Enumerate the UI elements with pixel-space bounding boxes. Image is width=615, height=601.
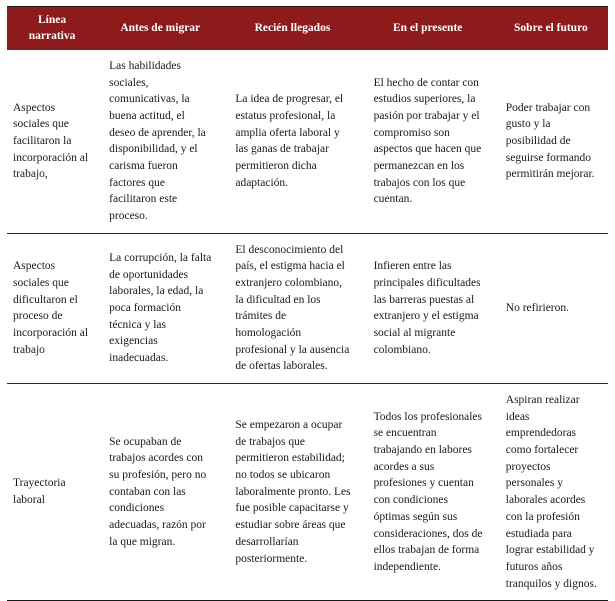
row-label: Aspectos sociales que facilitaron la incorporación al trabajo, (13, 101, 89, 181)
table-cell: La idea de progresar, el estatus profesional, la amplia oferta laboral y las ganas de trabajar permitieron dicha adaptación. (235, 93, 344, 189)
table-cell: Poder trabajar con gusto y la posibilidad de seguirse formando permitirán mejorar. (505, 101, 595, 181)
header-cell-en-el-presente: En el presente (362, 7, 494, 51)
header-cell-linea-narrativa: Línea narrativa (7, 7, 97, 51)
table-cell: Aspiran realizar ideas emprendedoras como fortalecer proyectos personales y laborales acordes con la profesión estudiada para lograr estabilidad y futuros años tranquilos y dignos. (505, 394, 597, 590)
table-header-row (7, 7, 608, 51)
table-row (7, 50, 608, 233)
table-cell: El hecho de contar con estudios superiores, la pasión por trabajar y el compromiso son aspectos que hacen que permanezcan en los trabajos con los que cuentan. (373, 76, 482, 206)
table-cell: Todos los profesionales se encuentran trabajando en labores acordes a sus profesiones y cuentan con condiciones óptimas según sus consideraciones, dos de ellos trabajan de forma independiente. (373, 410, 483, 573)
row-label: Trayectoria laboral (13, 477, 66, 507)
table-cell: Se ocupaban de trabajos acordes con su profesión, pero no contaban con las condiciones adecuadas, razón por la que migran. (109, 435, 207, 548)
table-row (7, 233, 608, 383)
header-cell-sobre-el-futuro: Sobre el futuro (494, 7, 608, 51)
table-cell: Infieren entre las principales dificultades las barreras puestas al extranjero y el estigma social al migrante colombiano. (373, 260, 481, 356)
table-cell: No refirieron. (505, 302, 570, 315)
table-cell: Las habilidades sociales, comunicativas, la buena actitud, el deseo de aprender, la disponibilidad, y el carisma fueron factores que facilitaron este proceso. (109, 60, 206, 223)
narrative-lines-table (7, 6, 608, 601)
row-label: Aspectos sociales que dificultaron el proceso de incorporación al trabajo (13, 260, 89, 356)
table-cell: La corrupción, la falta de oportunidades laborales, la edad, la poca formación técnica y las exigencias inadecuadas. (109, 252, 212, 365)
table-cell: El desconocimiento del país, el estigma hacia el extranjero colombiano, la dificultad en los trámites de homologación profesional y la ausencia de ofertas laborales. (235, 243, 350, 373)
header-cell-recien-llegados: Recién llegados (223, 7, 361, 51)
table-cell: Se empezaron a ocupar de trabajos que permitieron estabilidad; no todos se ubicaron laboralmente pronto. Les fue posible capacitarse y estudiar sobre áreas que desarrollarían posteriormente. (235, 419, 351, 565)
table-row (7, 384, 608, 601)
header-cell-antes-de-migrar: Antes de migrar (97, 7, 223, 51)
